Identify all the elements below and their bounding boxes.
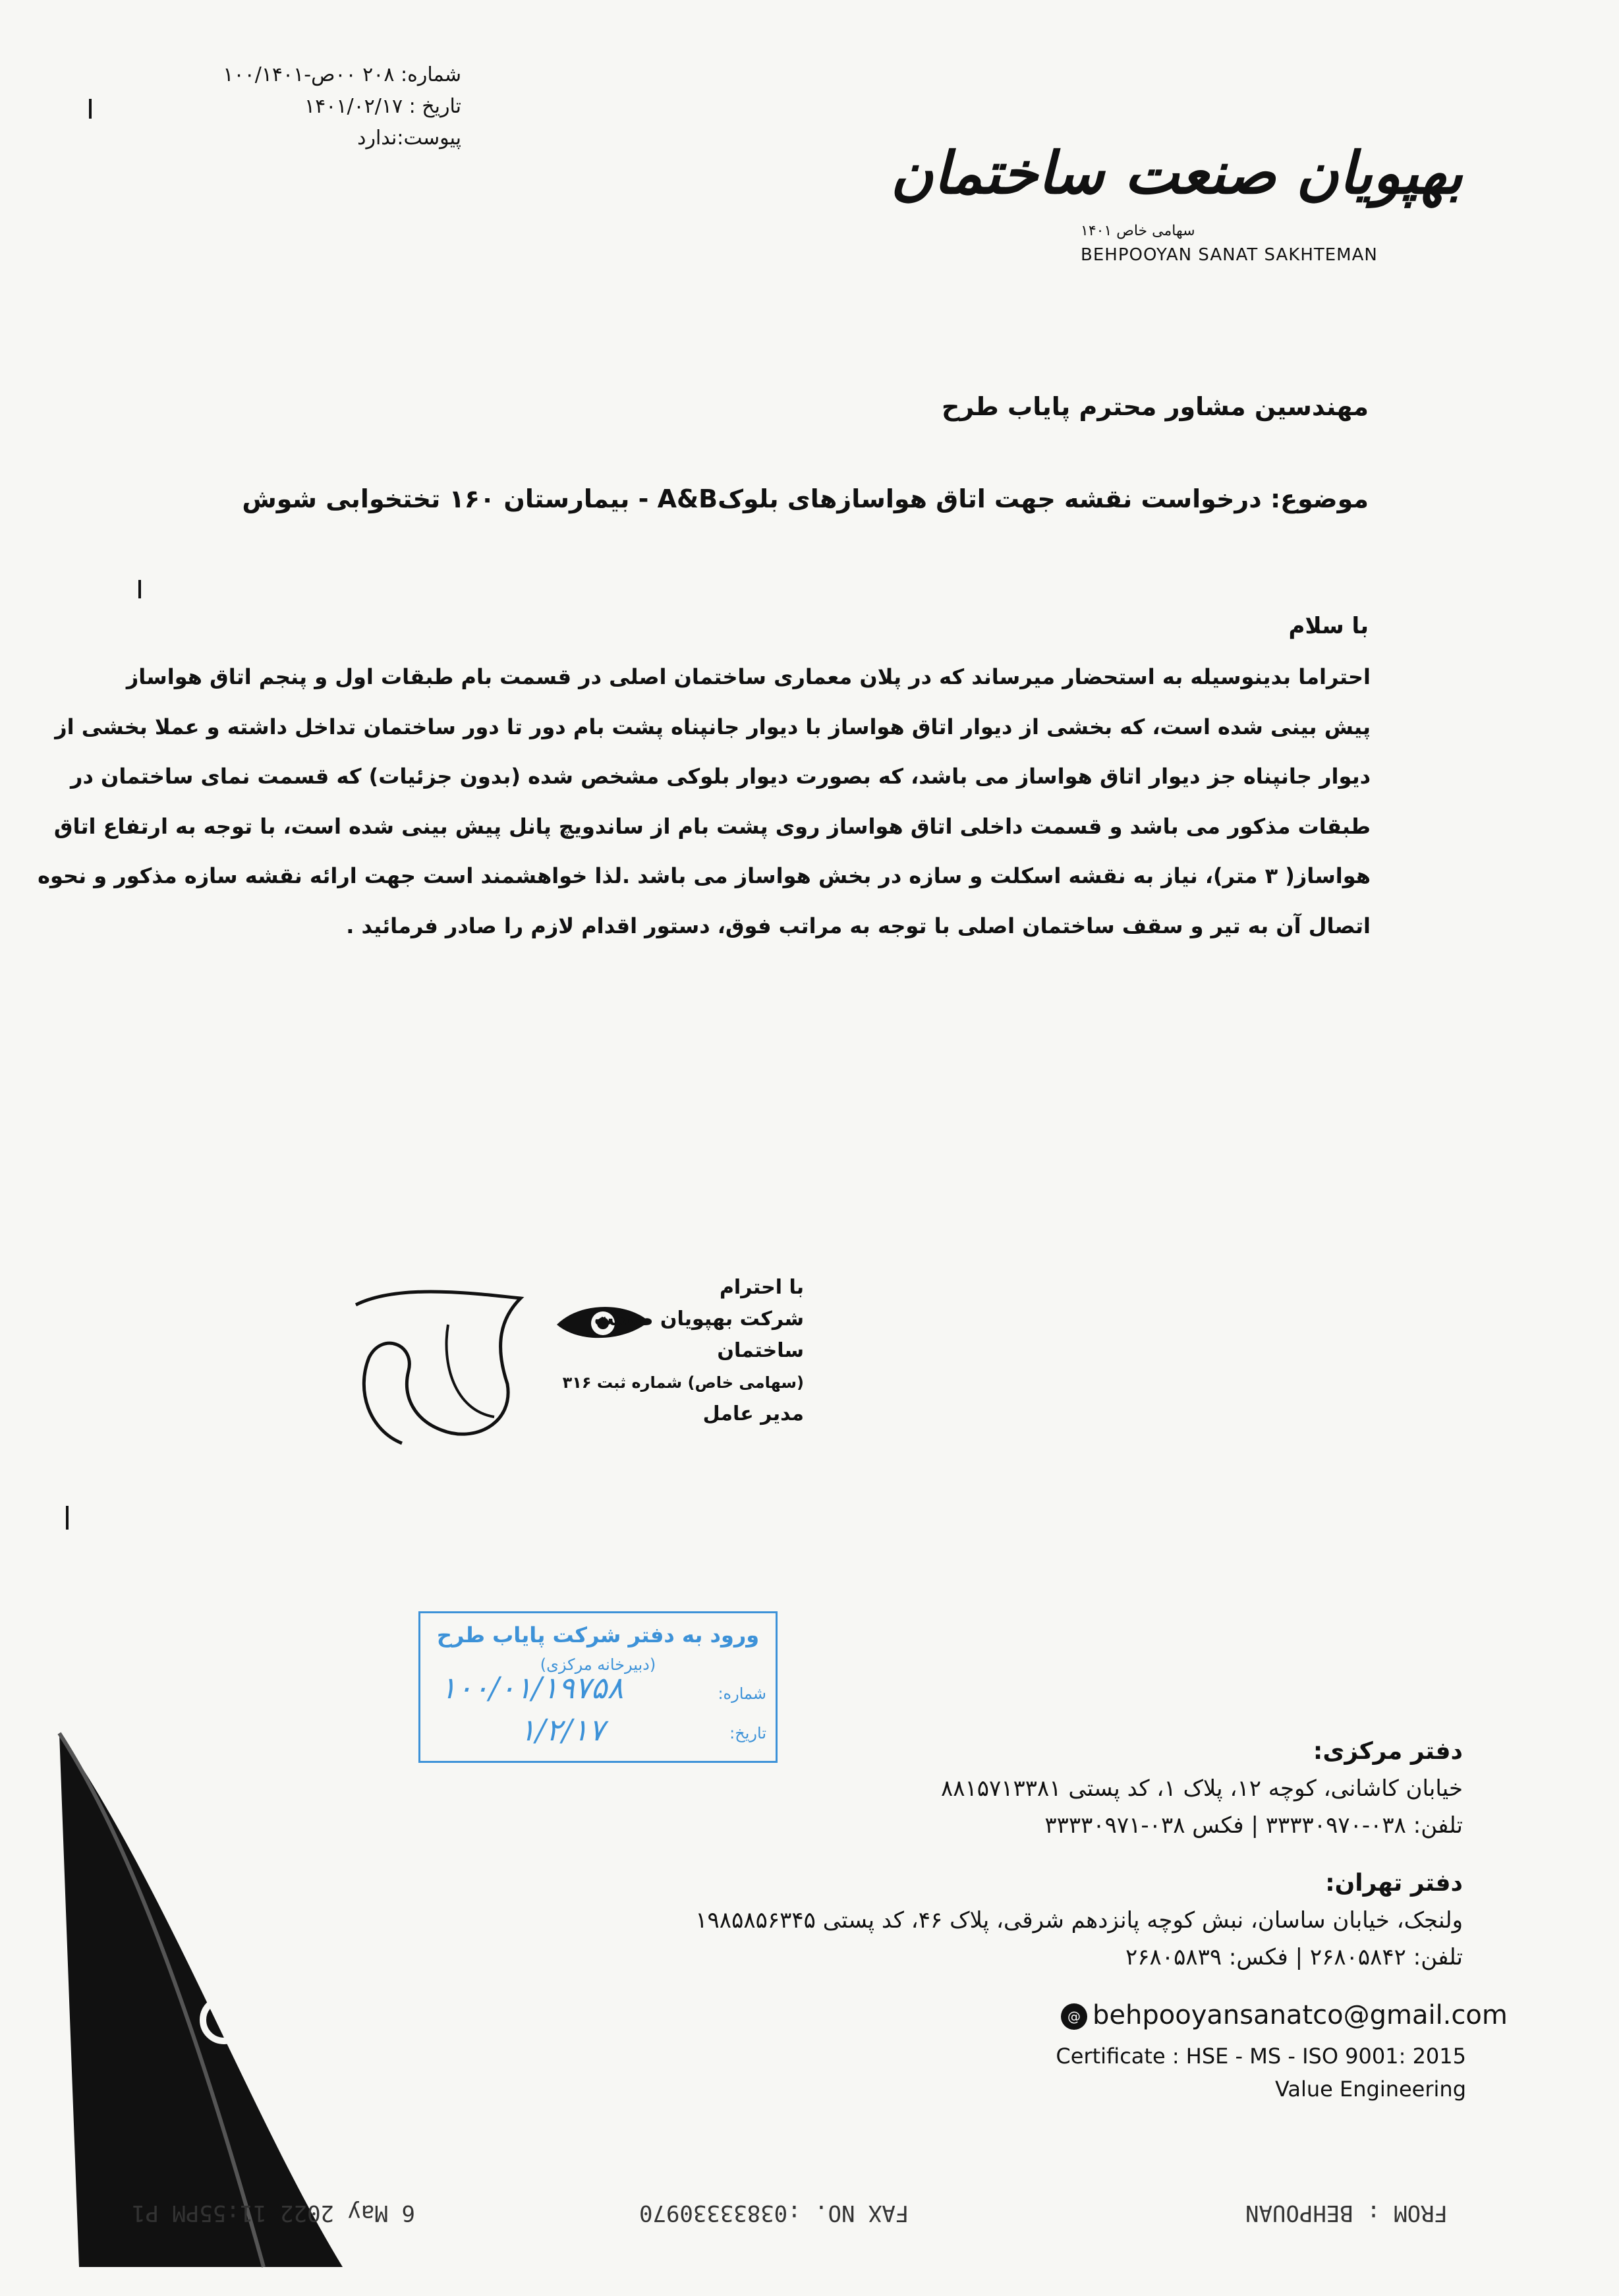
closing-block — [501, 1272, 804, 1430]
closing-title: مدیر عامل — [702, 1402, 804, 1425]
company-logo — [890, 138, 1463, 283]
company-name-en: BEHPOOYAN SANAT SAKHTEMAN — [1081, 245, 1378, 265]
stamp-title: ورود به دفتر شرکت پایاب طرح — [436, 1622, 760, 1648]
company-email: behpooyansanatco@gmail.com — [1093, 2000, 1508, 2030]
scan-mark — [66, 1506, 69, 1530]
tehran-office-heading: دفتر تهران: — [1325, 1870, 1463, 1897]
closing-company: شرکت بهپویان صنعت ساختمان — [594, 1307, 804, 1362]
letter-attachment: پیوست:ندارد — [357, 127, 461, 150]
body-line: طبقات مذکور می باشد و قسمت داخلی اتاق هواساز روی پشت بام از ساندویچ پانل پیش بینی شده است، با توجه به ارتفاع اتاق — [53, 813, 1371, 839]
closing-regards: با احترام — [719, 1276, 804, 1299]
central-office-phone: تلفن: ۰۳۸-۳۳۳۳۰۹۷۰ | فکس ۰۳۸-۳۳۳۳۰۹۷۱ — [1044, 1812, 1463, 1839]
value-engineering-text: Value Engineering — [1274, 2077, 1466, 2102]
tehran-office-address: ولنجک، خیابان ساسان، نبش کوچه پانزدهم شرقی، پلاک ۴۶، کد پستی ۱۹۸۵۸۵۶۳۴۵ — [695, 1907, 1463, 1934]
certificate-text: Certificate : HSE - MS - ISO 9001: 2015 — [1056, 2044, 1466, 2069]
body-line: دیوار جانپناه جز دیوار اتاق هواساز می باشد، که بصورت دیوار بلوکی مشخص شده (بدون جزئیات) که قسمت نمای ساختمان در — [71, 764, 1371, 789]
salutation: با سلام — [1288, 613, 1369, 639]
company-subtitle: سهامی خاص ۱۴۰۱ — [1081, 223, 1195, 239]
stamp-number-label: شماره: — [718, 1684, 766, 1703]
central-office — [940, 1733, 1463, 1844]
central-office-heading: دفتر مرکزی: — [1313, 1738, 1463, 1765]
scan-mark — [138, 580, 141, 598]
subject: موضوع: درخواست نقشه جهت اتاق هواسازهای بلوکA&B - بیمارستان ۱۶۰ تختخوابی شوش — [242, 484, 1369, 513]
stamp-date-value: ۱/۲/۱۷ — [519, 1712, 605, 1748]
tehran-office-phone: تلفن: ۲۶۸۰۵۸۴۲ | فکس: ۲۶۸۰۵۸۳۹ — [1125, 1944, 1463, 1970]
fax-number: FAX NO. :03833330970 — [639, 2200, 909, 2226]
letter-date: تاریخ : ۱۴۰۱/۰۲/۱۷ — [304, 95, 461, 118]
letter-number: شماره: ۲۰۸ ۰۰ص-۱۰۰/۱۴۰۱ — [223, 63, 461, 86]
fax-header — [132, 2193, 1489, 2239]
stamp-number-value: ۱۰۰/۰۱/۱۹۷۵۸ — [440, 1670, 624, 1706]
body-line: هواساز( ۳ متر)، نیاز به نقشه اسکلت و سازه در بخش هواساز می باشد .لذا خواهشمند است جهت ارائه نقشه سازه مذکور و نحوه — [38, 863, 1371, 888]
scan-mark — [89, 99, 92, 119]
company-name-fa: بهپویان صنعت ساختمان — [890, 138, 1463, 207]
reference-block — [132, 59, 461, 154]
recipient: مهندسین مشاور محترم پایاب طرح — [941, 392, 1369, 421]
email-icon: @ — [1061, 2003, 1087, 2030]
fax-from: FROM : BEHPOUAN — [1245, 2200, 1448, 2226]
central-office-address: خیابان کاشانی، کوچه ۱۲، پلاک ۱، کد پستی ۸۸۱۵۷۱۳۳۸۱ — [940, 1775, 1463, 1802]
closing-registration: (سهامی خاص) شماره ثبت ۳۱۶ — [562, 1373, 804, 1392]
stamp-date-label: تاریخ: — [729, 1724, 766, 1742]
body-line: احتراما بدینوسیله به استحضار میرساند که در پلان معماری ساختمان اصلی در قسمت بام طبقات اول و پنجم اتاق هواساز — [126, 664, 1371, 689]
tehran-office — [593, 1865, 1463, 1976]
letter-body — [38, 652, 1371, 951]
certificate-block — [988, 2040, 1466, 2106]
stamp-subtitle: (دبیرخانه مرکزی) — [540, 1655, 656, 1674]
body-line: اتصال آن به تیر و سقف ساختمان اصلی با توجه به مراتب فوق، دستور اقدام لازم را صادر فرمائید . — [346, 913, 1371, 938]
company-email-row — [1061, 2000, 1508, 2030]
fax-timestamp: 6 May 2022 11:55PM P1 — [132, 2200, 415, 2226]
body-line: پیش بینی شده است، که بخشی از دیوار اتاق هواساز با دیوار جانپناه پشت بام دور تا دور ساختمان تداخل داشته و عملا بخشی از — [55, 714, 1371, 739]
